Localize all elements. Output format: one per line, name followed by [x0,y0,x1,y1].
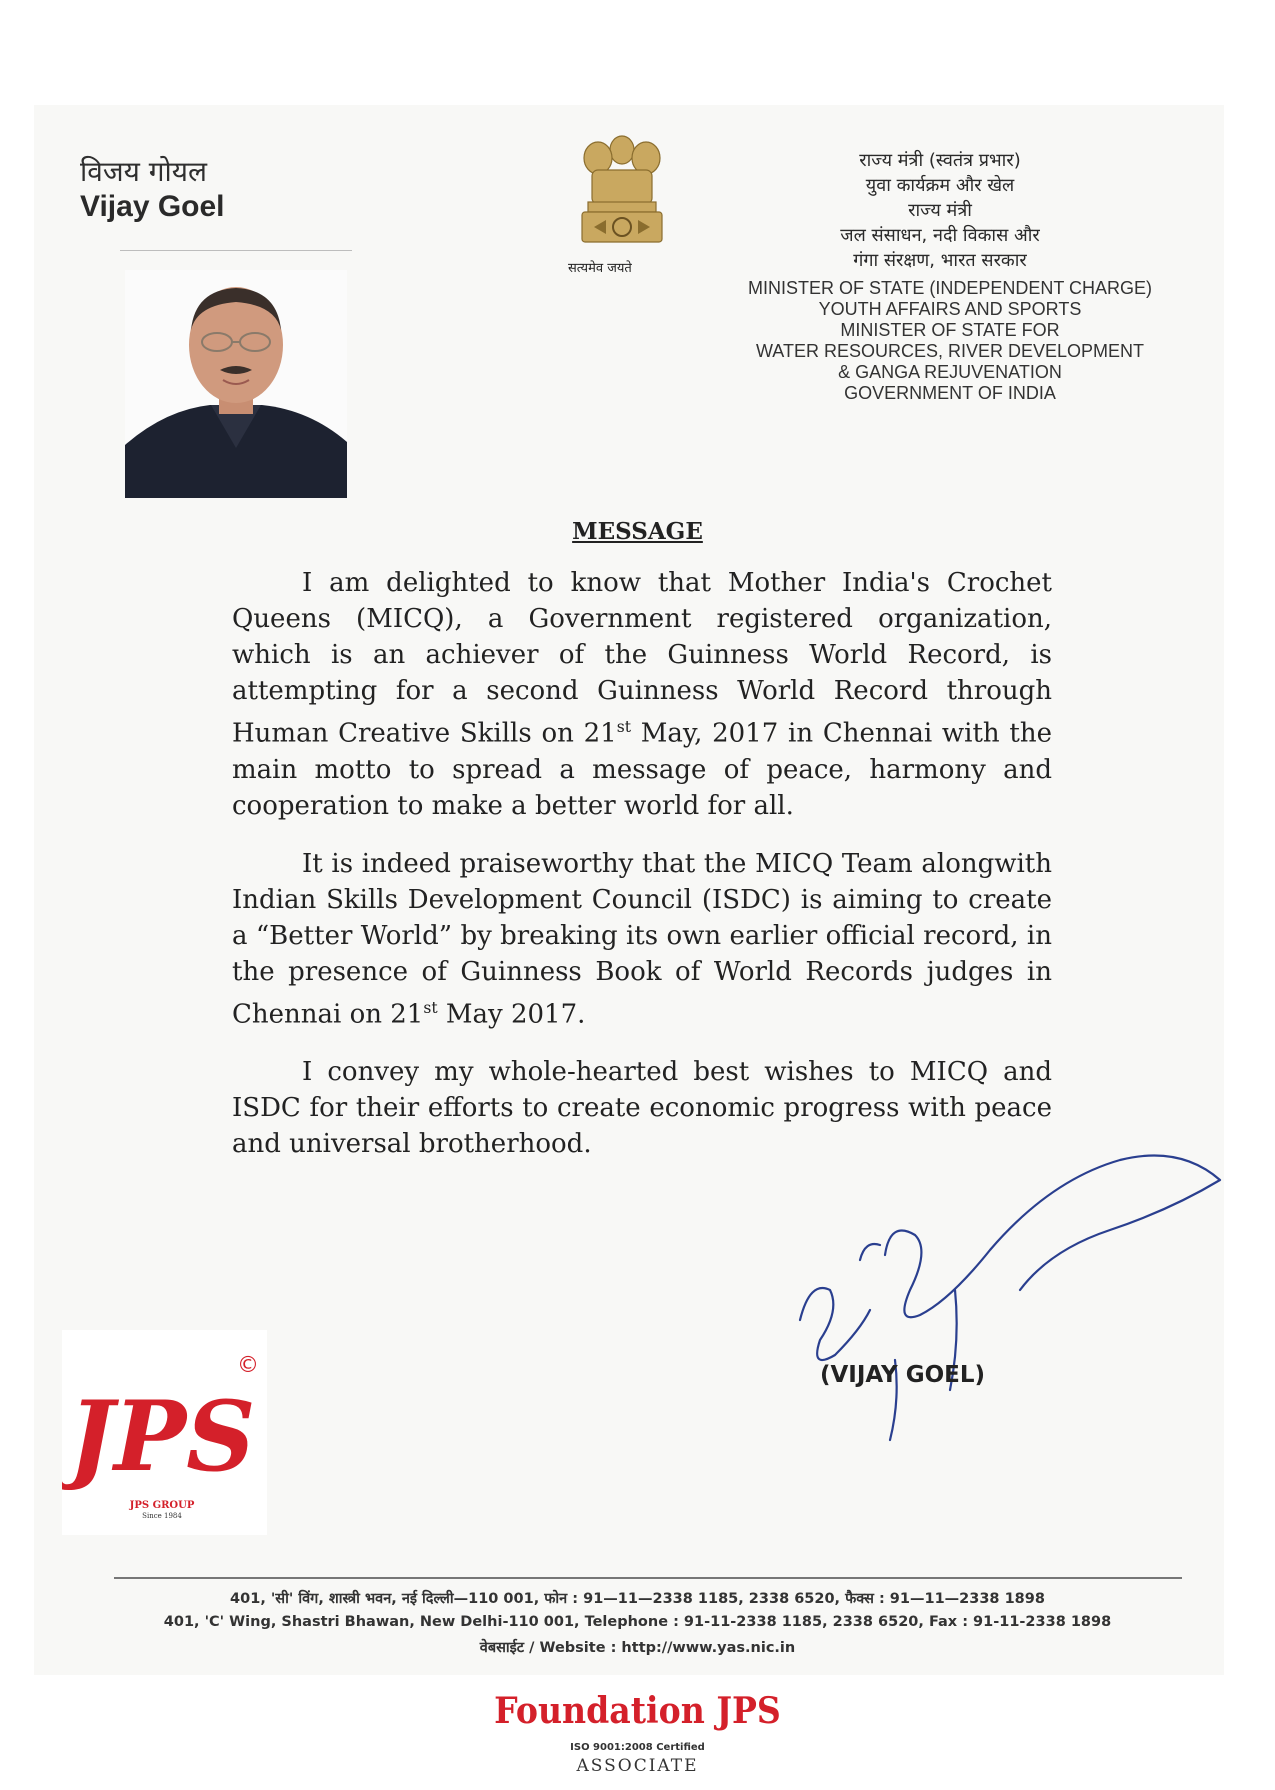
logo-group: JPS GROUP [129,1500,195,1511]
designation-hindi-line: गंगा संरक्षण, भारत सरकार [853,250,1027,271]
designation-hindi-line: जल संसाधन, नदी विकास और [840,225,1040,246]
designation-hindi-line: राज्य मंत्री [908,200,972,221]
signatory-name: (VIJAY GOEL) [820,1362,985,1388]
ordinal-suffix: st [423,998,438,1017]
logo-since: Since 1984 [142,1512,182,1520]
minister-name-english: Vijay Goel [80,190,225,223]
message-body [232,565,1052,1184]
foundation-jps-title: Foundation JPS [494,1690,781,1732]
photo-divider [120,250,352,251]
designation-english-line: WATER RESOURCES, RIVER DEVELOPMENT [755,341,1145,361]
logo-copyright: © [237,1353,259,1378]
minister-photo [125,270,347,498]
national-emblem [574,128,670,258]
handwritten-signature [790,1140,1230,1480]
message-heading: MESSAGE [572,518,703,545]
logo-text: JPS [68,1380,256,1493]
designation-english [700,278,1200,404]
paragraph-text: I am delighted to know that Mother India's Crochet Queens (MICQ), a Government registered organization, which is an achiever of the Guinness World Record, is attempting for a second Guinness World Record through Human Creative Skills on 21 [232,568,1052,749]
designation-hindi [770,148,1110,273]
jps-group-logo [62,1330,267,1535]
address-hindi: 401, 'सी' विंग, शास्त्री भवन, नई दिल्ली—110 001, फोन : 91—11—2338 1185, 2338 6520, फैक्स : 91—11—2338 1898 [230,1591,1045,1607]
paragraph-text: May 2017. [437,999,586,1030]
designation-english-line: GOVERNMENT OF INDIA [844,383,1056,403]
designation-hindi-line: राज्य मंत्री (स्वतंत्र प्रभार) [859,150,1021,171]
iso-certification: ISO 9001:2008 Certified [570,1742,705,1753]
designation-english-line: MINISTER OF STATE FOR [840,320,1060,340]
paragraph-text: May, 2017 in Chennai with the main motto to spread a message of peace, harmony and cooperation to make a better world for all. [232,718,1052,821]
footer-divider [114,1577,1182,1579]
designation-hindi-line: युवा कार्यक्रम और खेल [865,175,1015,196]
message-paragraph-2 [232,846,1052,1033]
paragraph-text: It is indeed praiseworthy that the MICQ Team alongwith Indian Skills Development Council (ISDC) is aiming to create a “Better World” by breaking its own earlier official record, in the presence of Guinness Book of World Records judges in Chennai on 21 [232,848,1052,1030]
emblem-motto: सत्यमेव जयते [568,261,632,276]
designation-english-line: & GANGA REJUVENATION [838,362,1062,382]
message-paragraph-1 [232,565,1052,824]
message-paragraph-3: I convey my whole-hearted best wishes to MICQ and ISDC for their efforts to create economic progress with peace and universal brotherhood. [232,1057,1052,1160]
designation-english-line: YOUTH AFFAIRS AND SPORTS [818,299,1082,319]
minister-name-hindi: विजय गोयल [80,155,207,188]
designation-english-line: MINISTER OF STATE (INDEPENDENT CHARGE) [747,278,1153,298]
associate-label: ASSOCIATE [576,1756,699,1776]
address-english: 401, 'C' Wing, Shastri Bhawan, New Delhi-110 001, Telephone : 91-11-2338 1185, 2338 6520, Fax : 91-11-2338 1898 [163,1614,1112,1630]
ordinal-suffix: st [616,718,631,736]
website-line: वेबसाईट / Website : http://www.yas.nic.in [479,1640,796,1656]
